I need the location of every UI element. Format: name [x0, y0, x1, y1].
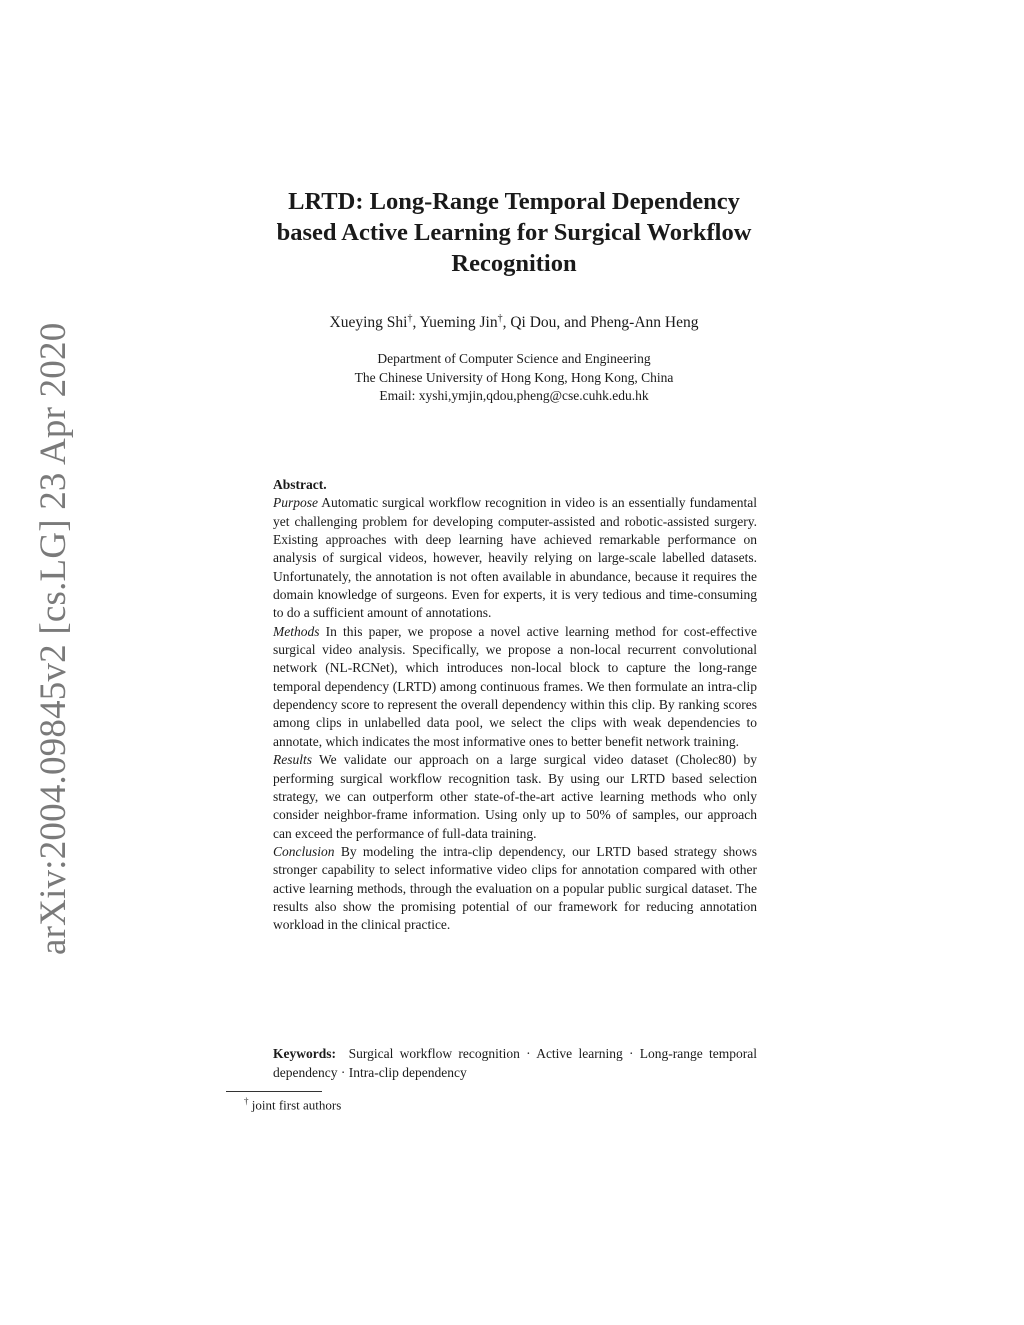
footnote-marker: †	[244, 1096, 249, 1106]
methods-text: In this paper, we propose a novel active learning method for cost-effective surgical video analysis. Specifically, we propose a non-local recurrent convolutional network (NL-RCNet), which introduces non-local block to capture the long-range temporal dependency (LRTD) among continuous frames. We then formulate an intra-clip dependency score to represent the overall dependency within this clip. By ranking scores among clips in unlabelled data pool, we select the clips with weak dependencies to annotate, which indicates the most informative ones to better benefit network training.	[273, 623, 758, 749]
affiliation-department: Department of Computer Science and Engineering	[377, 351, 651, 366]
abstract-methods	[273, 623, 757, 751]
author-dou: Qi Dou	[510, 314, 557, 332]
purpose-text: Automatic surgical workflow recognition in video is an essentially fundamental yet challenging problem for developing computer-assisted and robotic-assisted surgery. Existing approaches with deep learning have achieved remarkable performance on analysis of surgical videos, however, heavily relying on large-scale labelled datasets. Unfortunately, the annotation is not often available in abundance, because it requires the domain knowledge of surgeons. Even for experts, it is very tedious and time-consuming to do a sufficient amount of annotations.	[273, 495, 757, 621]
conclusion-label: Conclusion	[273, 843, 335, 859]
footnote	[244, 1096, 341, 1113]
affiliation-university: The Chinese University of Hong Kong, Hong Kong, China	[354, 369, 674, 385]
keywords-text: Surgical workflow recognition · Active learning · Long-range temporal dependency · Intra-clip dependency	[273, 1046, 757, 1080]
author-heng: Pheng-Ann Heng	[590, 314, 699, 332]
affiliation-block	[200, 350, 828, 406]
abstract-results	[273, 751, 757, 843]
title-line-2: based Active Learning for Surgical Workflow	[276, 219, 752, 246]
paper-title	[200, 186, 828, 279]
abstract-section	[273, 476, 757, 935]
abstract-conclusion	[273, 843, 757, 935]
dagger-marker-1: †	[407, 313, 413, 324]
keywords-section	[273, 1045, 757, 1082]
author-shi: Xueying Shi	[329, 314, 408, 332]
conclusion-text: By modeling the intra-clip dependency, our LRTD based strategy shows stronger capability to select informative video clips for annotation compared with other active learning methods, through the evaluation on a popular public surgical dataset. The results also show the promising potential of our framework for reducing annotation workload in the clinical practice.	[273, 843, 757, 933]
title-line-1: LRTD: Long-Range Temporal Dependency	[288, 188, 740, 215]
title-line-3: Recognition	[451, 250, 577, 277]
arxiv-identifier-stamp: arXiv:2004.09845v2 [cs.LG] 23 Apr 2020	[33, 322, 74, 955]
author-list: Xueying Shi†, Yueming Jin†, Qi Dou, and Pheng-Ann Heng	[329, 313, 699, 332]
results-text: We validate our approach on a large surgical video dataset (Cholec80) by performing surgical workflow recognition task. By using our LRTD based selection strategy, we can outperform other state-of-the-art active learning methods who only consider neighbor-frame information. Using only up to 50% of samples, our approach can exceed the performance of full-data training.	[273, 752, 757, 841]
keywords-label: Keywords:	[273, 1046, 336, 1061]
affiliation-email: Email: xyshi,ymjin,qdou,pheng@cse.cuhk.edu.hk	[379, 388, 649, 403]
abstract-heading: Abstract.	[273, 477, 327, 492]
results-label: Results	[273, 752, 312, 768]
methods-label: Methods	[273, 623, 320, 639]
footnote-text: joint first authors	[251, 1097, 342, 1113]
abstract-purpose	[273, 494, 757, 622]
purpose-label: Purpose	[273, 495, 318, 511]
dagger-marker-2: †	[497, 313, 503, 324]
footnote-divider	[226, 1091, 322, 1092]
author-jin: Yueming Jin	[419, 314, 498, 332]
